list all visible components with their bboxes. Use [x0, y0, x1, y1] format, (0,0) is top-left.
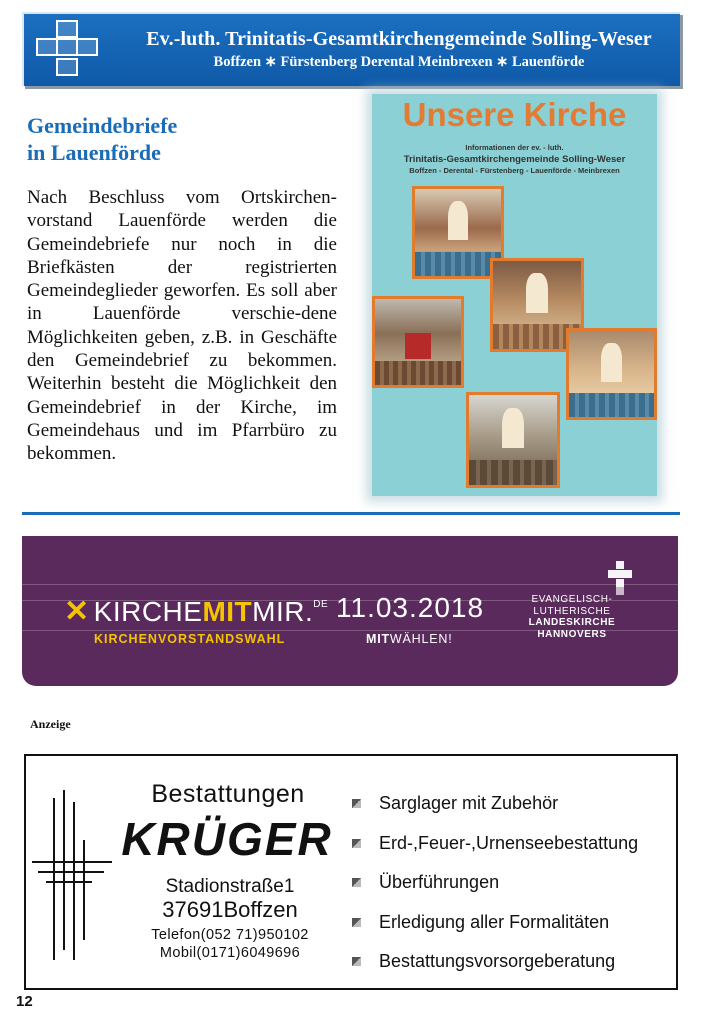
article-title-line-2: in Lauenförde	[27, 140, 161, 165]
article-title	[27, 112, 347, 166]
bullet-icon	[352, 878, 361, 887]
header-banner	[22, 12, 680, 86]
brand-suffix: MIR.	[252, 596, 314, 627]
church-photo-3	[372, 296, 464, 388]
vote-slogan-rest: WÄHLEN!	[389, 632, 453, 646]
list-item	[352, 784, 676, 824]
banner-rule	[22, 584, 678, 585]
vote-slogan-bold: MIT	[366, 632, 390, 646]
brand-mid: MIT	[202, 596, 253, 627]
cover-title: Unsere Kirche	[402, 96, 627, 133]
magazine-cover-image	[372, 94, 657, 496]
church-name	[518, 594, 626, 640]
brand-tld: DE	[313, 599, 329, 610]
ad-city: 37691Boffzen	[162, 897, 298, 922]
article-body: Nach Beschluss vom Ortskirchen-vorstand Lauenförde werden die Gemeindebriefe nur noch in die Briefkästen der registrierten Gemeindeglieder geworfen. Es soll aber in Lauenförde verschie-dene Möglichkeiten geben, z.B. in Geschäfte den Gemeindebrief zu bekommen. Weiterhin besteht die Möglichkeit den Gemeindebrief in der Kirche, im Gemeindehaus und im Pfarrbüro zu bekommen.	[27, 187, 337, 465]
article-title-line-1: Gemeindebriefe	[27, 113, 178, 138]
cross-icon	[32, 790, 112, 960]
ad-business-name: KRÜGER	[121, 813, 333, 865]
church-cross-logo-icon	[605, 561, 635, 595]
cover-info-line-1: Informationen der ev. - luth.	[465, 143, 564, 152]
ad-label: Anzeige	[30, 717, 71, 731]
campaign-subtitle: KIRCHENVORSTANDSWAHL	[94, 632, 286, 646]
service-label: Erd-,Feuer-,Urnenseebestattung	[379, 832, 639, 853]
vote-slogan	[366, 632, 452, 646]
service-label: Überführungen	[379, 872, 500, 893]
ad-street: Stadionstraße1	[165, 876, 295, 897]
service-label: Bestattungsvorsorgeberatung	[379, 951, 616, 972]
cover-info-line-3: Boffzen - Derental - Fürstenberg - Lauenförde - Meinbrexen	[409, 166, 620, 175]
header-subtitle: Boffzen ∗ Fürstenberg Derental Meinbrexen ∗ Lauenförde	[213, 54, 585, 70]
page-number: 12	[16, 993, 33, 1010]
services-list	[352, 784, 676, 982]
cover-info-line-2: Trinitatis-Gesamtkirchengemeinde Solling-Weser	[403, 154, 626, 165]
cover-info	[372, 143, 657, 176]
church-photo-5	[466, 392, 560, 488]
bullet-icon	[352, 918, 361, 927]
parish-logo	[36, 20, 102, 80]
section-divider	[22, 512, 680, 515]
brand-prefix: KIRCHE	[93, 596, 203, 627]
election-date: 11.03.2018	[336, 592, 485, 623]
header-title: Ev.-luth. Trinitatis-Gesamtkirchengemeinde Solling-Weser	[146, 28, 652, 50]
list-item	[352, 863, 676, 903]
x-mark-icon: ✕	[64, 595, 90, 628]
campaign-brand	[64, 594, 328, 629]
ad-mobile: Mobil(0171)6049696	[159, 945, 301, 961]
bullet-icon	[352, 957, 361, 966]
bullet-icon	[352, 799, 361, 808]
ad-phone: Telefon(052 71)950102	[151, 927, 309, 943]
list-item	[352, 824, 676, 864]
ad-company: Bestattungen	[151, 780, 305, 808]
church-name-line-4: HANNOVERS	[537, 628, 607, 640]
funeral-home-ad	[24, 754, 678, 990]
service-label: Sarglager mit Zubehör	[379, 793, 559, 814]
list-item	[352, 903, 676, 943]
church-photo-4	[566, 328, 657, 420]
service-label: Erledigung aller Formalitäten	[379, 911, 610, 932]
church-name-line-1: EVANGELISCH-	[531, 594, 613, 605]
church-name-line-3: LANDESKIRCHE	[528, 617, 616, 628]
election-banner	[22, 536, 678, 686]
bullet-icon	[352, 839, 361, 848]
church-name-line-2: LUTHERISCHE	[533, 605, 611, 617]
list-item	[352, 942, 676, 982]
